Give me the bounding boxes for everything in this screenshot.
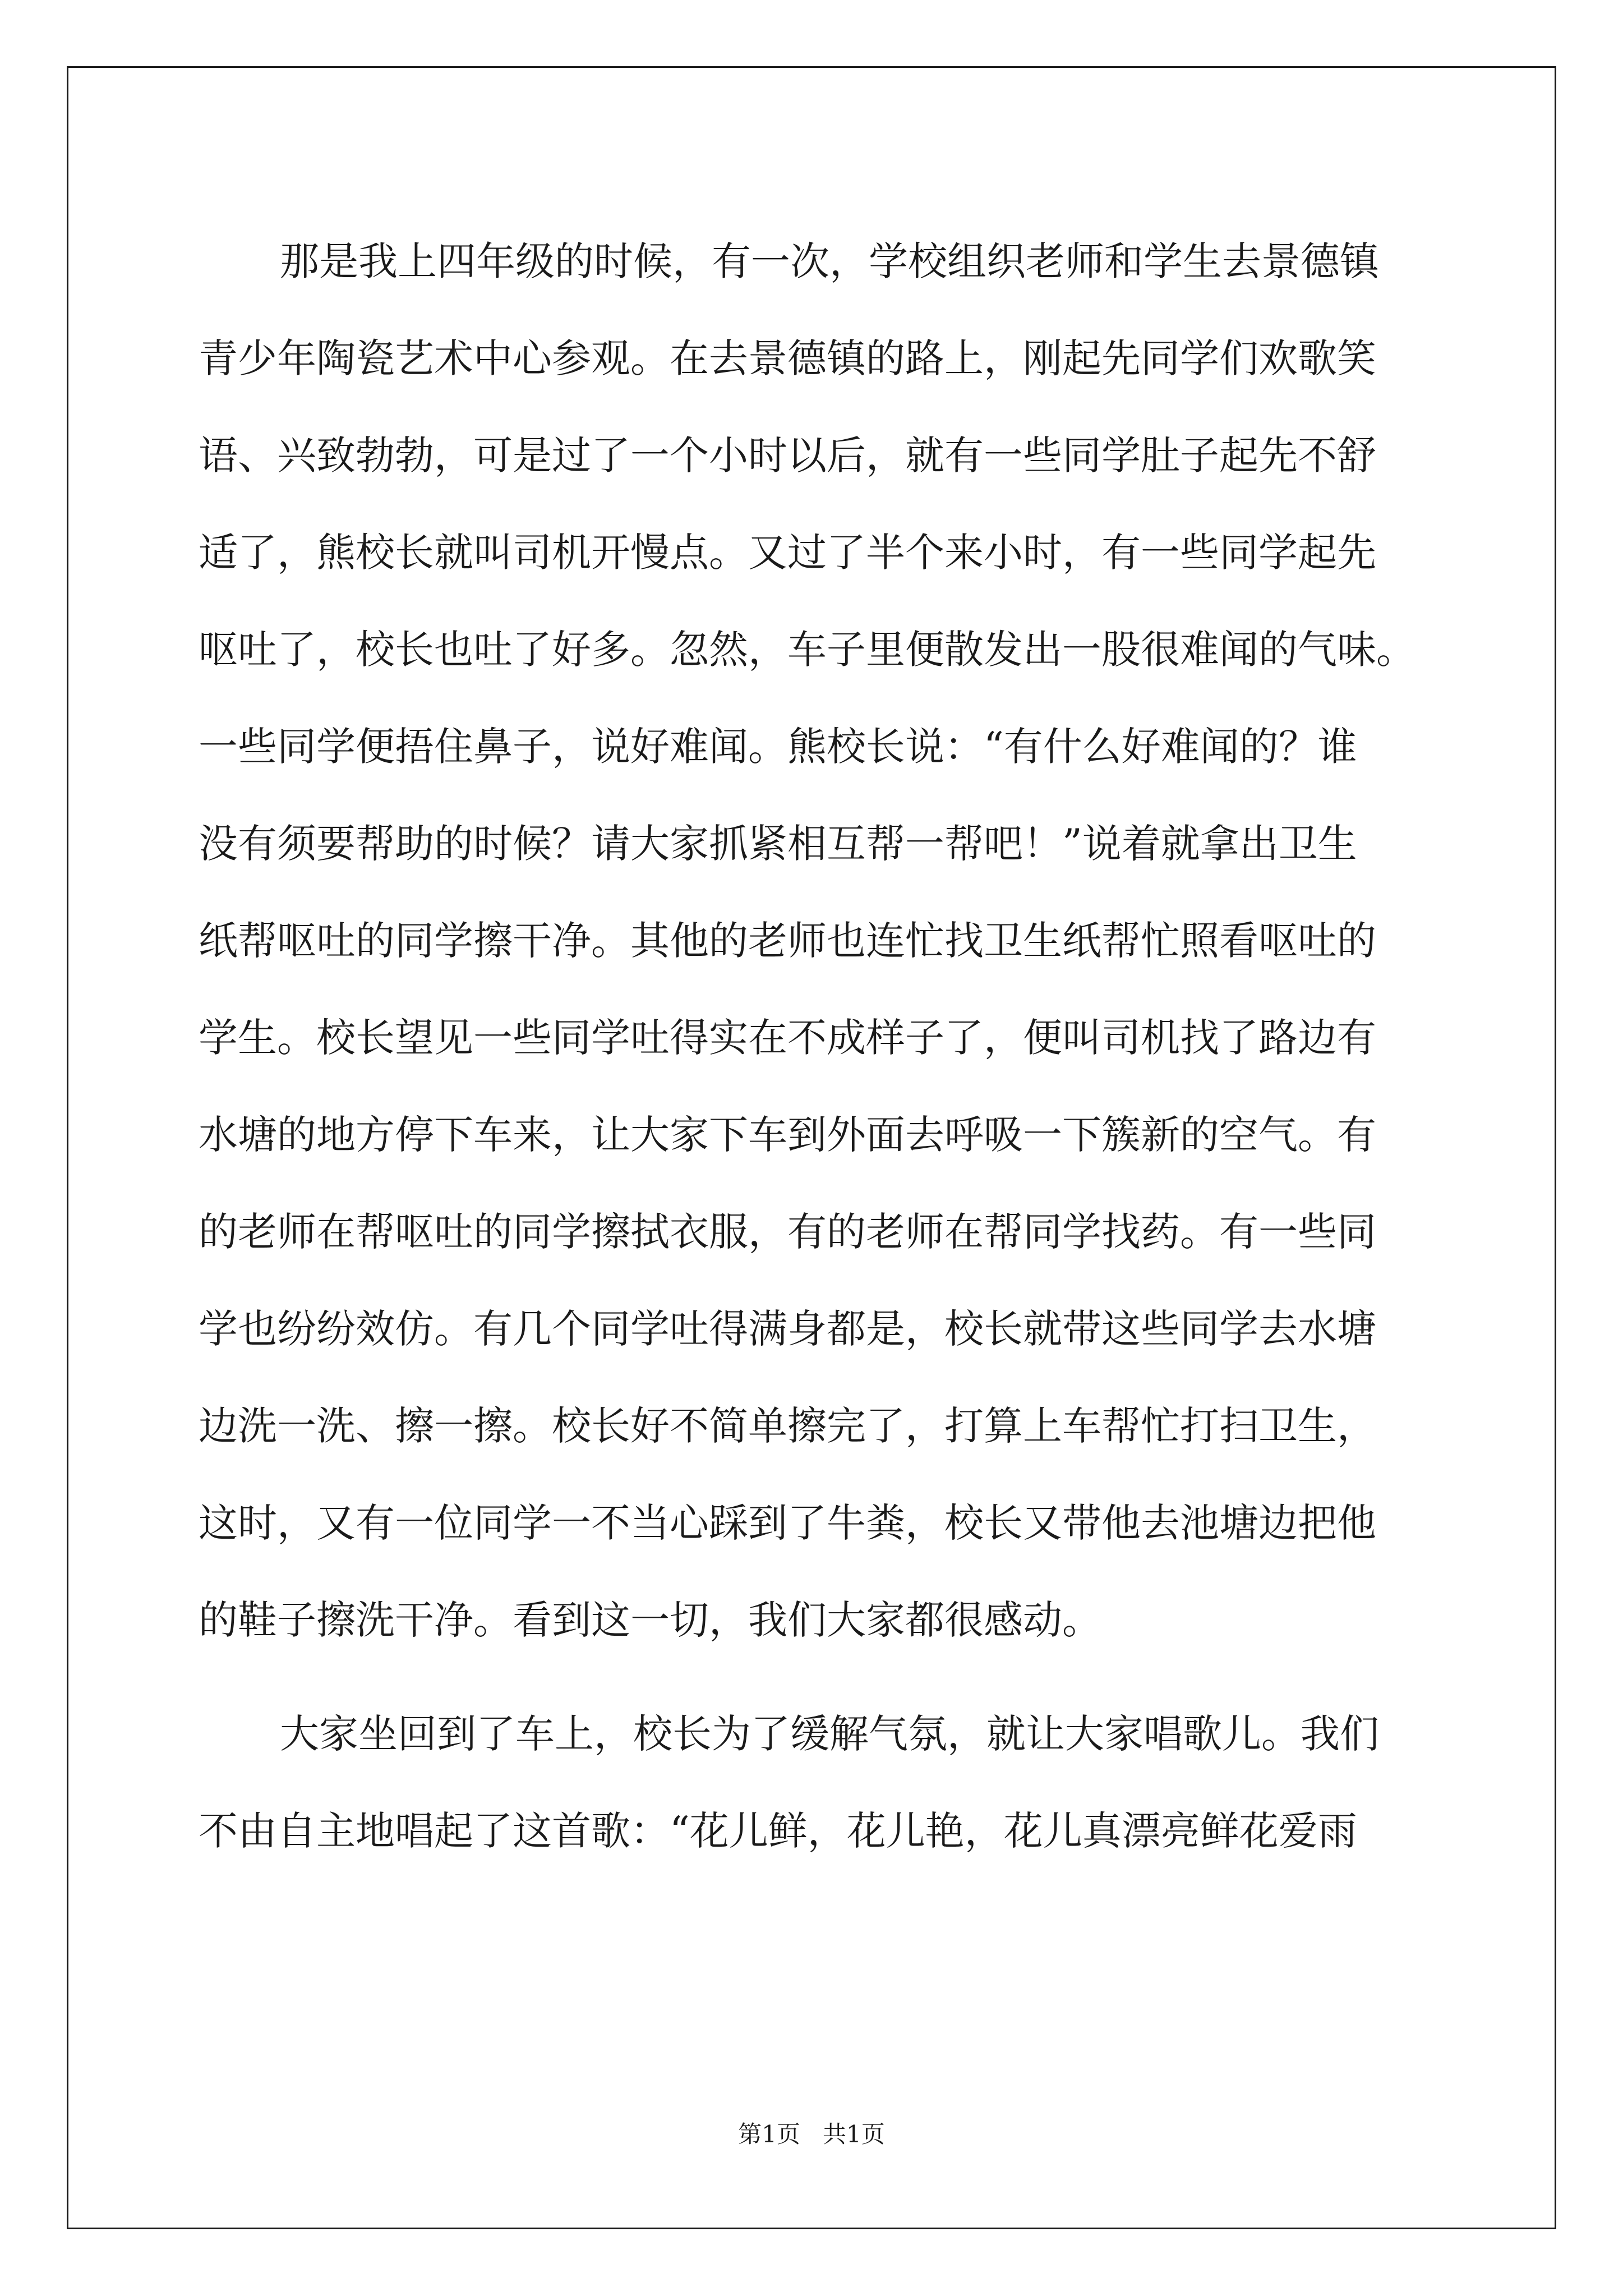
text-line: 青少年陶瓷艺术中心参观。在去景德镇的路上，刚起先同学们欢歌笑 [199,335,1376,381]
page-number: 第1页 [738,2120,800,2148]
text-line: 的老师在帮呕吐的同学擦拭衣服，有的老师在帮同学找药。有一些同 [199,1209,1376,1255]
text-line: 一些同学便捂住鼻子，说好难闻。熊校长说：“有什么好难闻的？谁 [199,724,1357,770]
text-line: 纸帮呕吐的同学擦干净。其他的老师也连忙找卫生纸帮忙照看呕吐的 [199,918,1376,964]
text-line: 适了，熊校长就叫司机开慢点。又过了半个来小时，有一些同学起先 [199,530,1376,576]
page-total: 共1页 [823,2120,885,2148]
text-line: 这时，又有一位同学一不当心踩到了牛粪，校长又带他去池塘边把他 [199,1500,1376,1546]
text-line: 水塘的地方停下车来，让大家下车到外面去呼吸一下簇新的空气。有 [199,1112,1376,1158]
text-line: 没有须要帮助的时候？请大家抓紧相互帮一帮吧！”说着就拿出卫生 [199,821,1357,867]
text-line: 的鞋子擦洗干净。看到这一切，我们大家都很感动。 [199,1597,1101,1643]
text-line: 边洗一洗、擦一擦。校长好不简单擦完了，打算上车帮忙打扫卫生， [199,1403,1376,1449]
document-body [199,213,1432,1880]
text-line: 那是我上四年级的时候，有一次，学校组织老师和学生去景德镇 [280,238,1379,284]
page-footer [0,2116,1623,2150]
text-line: 学也纷纷效仿。有几个同学吐得满身都是，校长就带这些同学去水塘 [199,1306,1376,1352]
text-line: 学生。校长望见一些同学吐得实在不成样子了，便叫司机找了路边有 [199,1015,1376,1061]
paragraph [199,1686,1432,1880]
text-line: 大家坐回到了车上，校长为了缓解气氛，就让大家唱歌儿。我们 [280,1711,1379,1757]
paragraph [199,213,1432,1669]
text-line: 语、兴致勃勃，可是过了一个小时以后，就有一些同学肚子起先不舒 [199,432,1376,478]
text-line: 不由自主地唱起了这首歌：“花儿鲜，花儿艳，花儿真漂亮鲜花爱雨 [199,1808,1357,1854]
text-line: 呕吐了，校长也吐了好多。忽然，车子里便散发出一股很难闻的气味。 [199,627,1415,673]
